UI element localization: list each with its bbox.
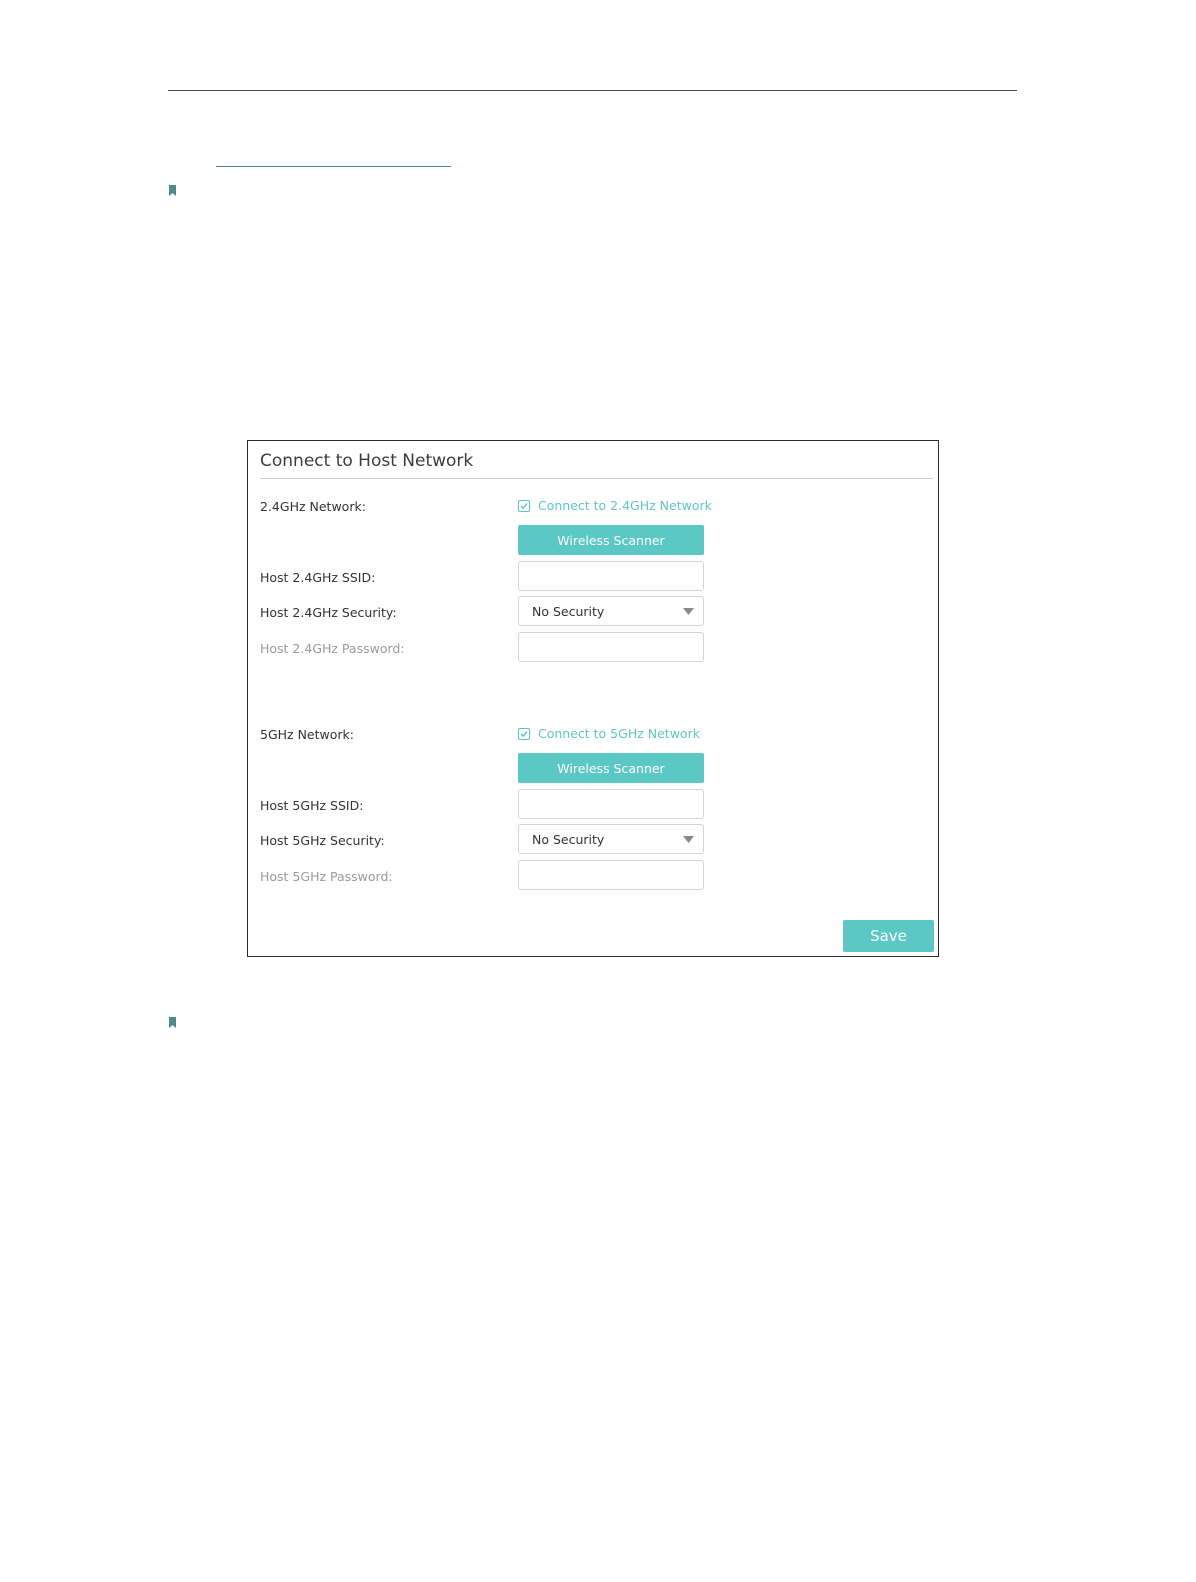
security-24-value: No Security bbox=[532, 604, 605, 619]
connect-5-label: Connect to 5GHz Network bbox=[538, 726, 700, 741]
panel-title: Connect to Host Network bbox=[260, 451, 474, 471]
connect-5-checkbox[interactable] bbox=[518, 728, 530, 740]
password-24-label: Host 2.4GHz Password: bbox=[260, 641, 405, 656]
bookmark-icon bbox=[169, 1017, 176, 1028]
save-button[interactable]: Save bbox=[843, 920, 934, 952]
password-5-label: Host 5GHz Password: bbox=[260, 869, 393, 884]
connect-24-label: Connect to 2.4GHz Network bbox=[538, 498, 712, 513]
header-rule bbox=[168, 90, 1017, 91]
ssid-24-label: Host 2.4GHz SSID: bbox=[260, 570, 376, 585]
security-5-label: Host 5GHz Security: bbox=[260, 833, 385, 848]
security-5-value: No Security bbox=[532, 832, 605, 847]
bookmark-icon bbox=[169, 185, 176, 196]
check-icon bbox=[520, 730, 528, 738]
triangle-down-icon bbox=[683, 608, 694, 615]
security-5-select[interactable] bbox=[518, 824, 704, 854]
ssid-5-input[interactable] bbox=[518, 789, 704, 819]
network-24-label: 2.4GHz Network: bbox=[260, 499, 366, 514]
panel-divider bbox=[260, 478, 933, 479]
check-icon bbox=[520, 502, 528, 510]
link-underline bbox=[216, 166, 451, 167]
security-24-select[interactable] bbox=[518, 596, 704, 626]
security-24-label: Host 2.4GHz Security: bbox=[260, 605, 397, 620]
connect-5-toggle[interactable] bbox=[518, 726, 700, 741]
wireless-scanner-5-button[interactable]: Wireless Scanner bbox=[518, 753, 704, 783]
ssid-5-label: Host 5GHz SSID: bbox=[260, 798, 364, 813]
network-5-label: 5GHz Network: bbox=[260, 727, 354, 742]
password-24-input[interactable] bbox=[518, 632, 704, 662]
connect-24-checkbox[interactable] bbox=[518, 500, 530, 512]
wireless-scanner-24-button[interactable]: Wireless Scanner bbox=[518, 525, 704, 555]
ssid-24-input[interactable] bbox=[518, 561, 704, 591]
password-5-input[interactable] bbox=[518, 860, 704, 890]
triangle-down-icon bbox=[683, 836, 694, 843]
connect-24-toggle[interactable] bbox=[518, 498, 712, 513]
connect-host-network-panel bbox=[247, 440, 939, 957]
